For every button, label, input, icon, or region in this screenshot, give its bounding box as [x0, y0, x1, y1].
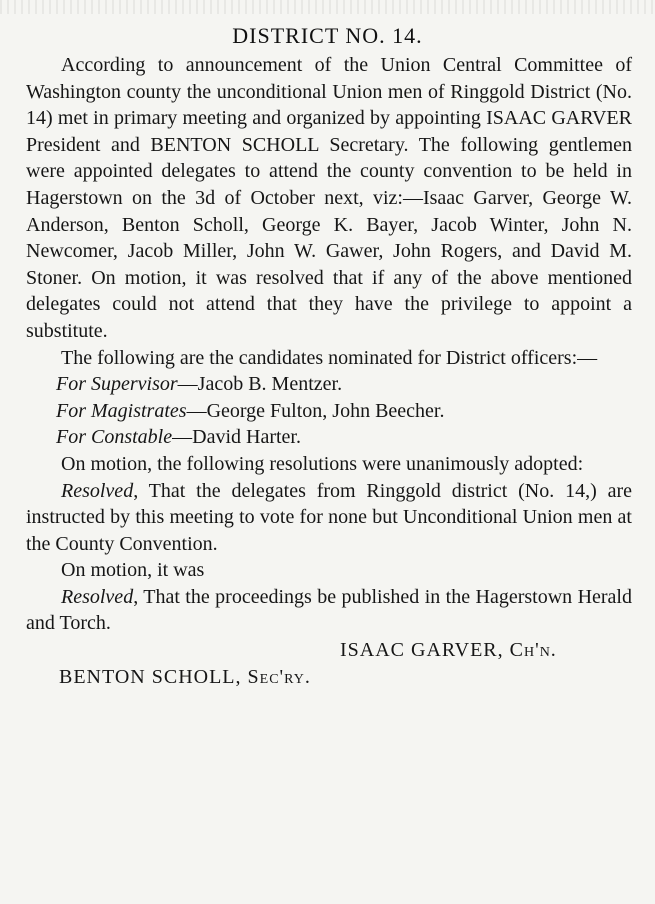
constable-line — [26, 424, 632, 451]
intro-paragraph: According to announcement of the Union Central Committee of Washington county the unconditional Union men of Ringgold District (No. 14) met in primary meeting and organized by appointing ISAAC GARVER President and BENTON SCHOLL Secretary. The following gentlemen were appointed delegates to attend the county convention to be held in Hagerstown on the 3d of October next, viz:—Isaac Garver, George W. Anderson, Benton Scholl, George K. Bayer, Jacob Winter, John N. Newcomer, Jacob Miller, John W. Gawer, John Rogers, and David M. Stoner. On motion, it was resolved that if any of the above mentioned delegates could not attend that they have the privilege to appoint a substitute. — [26, 54, 632, 342]
constable-label: For Constable — [56, 426, 173, 449]
constable-name: —David Harter. — [172, 426, 301, 449]
resolution-two — [26, 584, 632, 637]
supervisor-name: —Jacob B. Mentzer. — [177, 373, 343, 396]
candidates-intro: The following are the candidates nominated for District officers:— — [61, 346, 598, 369]
supervisor-label: For Supervisor — [56, 373, 178, 396]
print-noise — [0, 0, 655, 14]
resolution-two-label: Resolved — [61, 585, 134, 608]
secretary-signature: BENTON SCHOLL, Sec'ry. — [59, 665, 311, 688]
district-heading: DISTRICT NO. 14. — [232, 23, 423, 48]
magistrates-label: For Magistrates — [56, 399, 187, 422]
supervisor-line — [26, 371, 632, 398]
magistrates-line — [26, 398, 632, 425]
resolution-one-label: Resolved — [61, 479, 134, 502]
motion-one: On motion, the following resolutions were unanimously adopted: — [61, 452, 584, 475]
resolution-one-text: , That the delegates from Ringgold district (No. 14,) are instructed by this meeting to vote for none but Unconditional Union men at the County Convention. — [26, 479, 632, 555]
resolution-two-text: , That the proceedings be published in the Hagerstown Herald and Torch. — [26, 585, 632, 635]
article-body — [26, 52, 632, 690]
magistrates-name: —George Fulton, John Beecher. — [186, 399, 445, 422]
chairman-signature: ISAAC GARVER, Ch'n. — [340, 639, 557, 662]
resolution-one — [26, 478, 632, 558]
motion-two: On motion, it was — [61, 559, 205, 582]
